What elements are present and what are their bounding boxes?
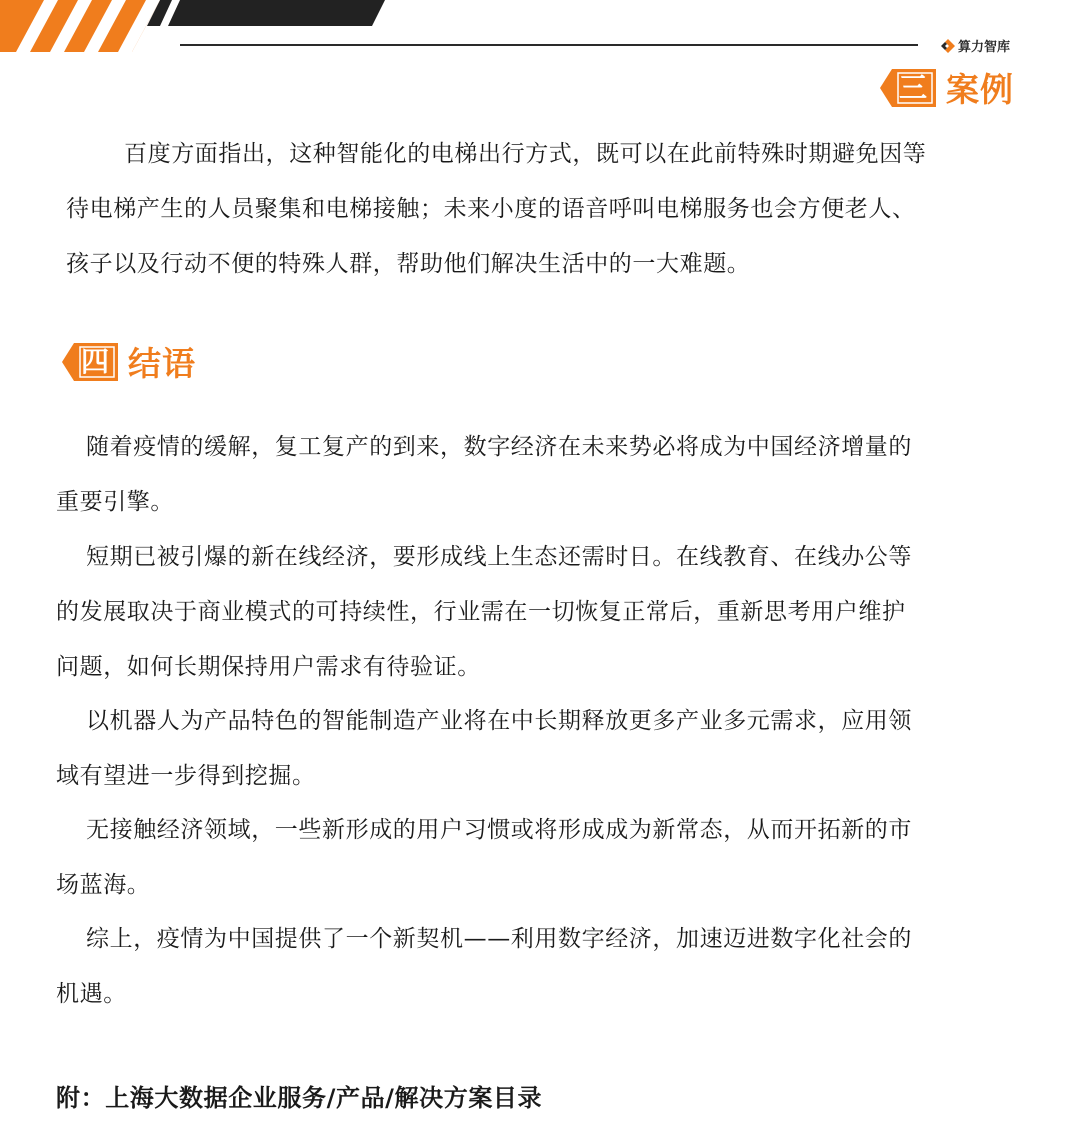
section-3-badge	[880, 69, 940, 107]
paragraph-line: 综上，疫情为中国提供了一个新契机——利用数字经济，加速迈进数字化社会的	[86, 926, 912, 952]
brand-name: 算力智库	[957, 40, 1010, 55]
paragraph-line: 机遇。	[56, 981, 127, 1007]
paragraph-line: 的发展取决于商业模式的可持续性，行业需在一切恢复正常后，重新思考用户维护	[56, 599, 906, 625]
section-3-heading	[880, 64, 1014, 111]
header-rule	[180, 44, 918, 46]
section-4-number: 四	[80, 344, 109, 378]
brand-mark-icon	[941, 39, 955, 53]
conclusion-paragraph-3	[56, 694, 912, 804]
paragraph-line: 随着疫情的缓解，复工复产的到来，数字经济在未来势必将成为中国经济增量的	[86, 434, 912, 460]
section-4-badge	[62, 343, 122, 381]
appendix-note: 附：上海大数据企业服务/产品/解决方案目录	[56, 1084, 543, 1112]
conclusion-paragraph-1	[56, 420, 912, 530]
section-3-title: 案例	[946, 70, 1014, 109]
conclusion-paragraph-5	[56, 912, 912, 1022]
paragraph-line: 域有望进一步得到挖掘。	[56, 763, 316, 789]
paragraph-line: 以机器人为产品特色的智能制造产业将在中长期释放更多产业多元需求，应用领	[86, 708, 912, 734]
paragraph-line: 待电梯产生的人员聚集和电梯接触；未来小度的语音呼叫电梯服务也会方便老人、	[66, 196, 916, 222]
brand-logo	[941, 36, 1010, 55]
paragraph-line: 重要引擎。	[56, 489, 174, 515]
section-3-number: 三	[898, 70, 927, 104]
paragraph-line: 问题，如何长期保持用户需求有待验证。	[56, 654, 481, 680]
section-3-paragraph	[66, 127, 926, 292]
conclusion-paragraph-4	[56, 803, 912, 913]
paragraph-line: 孩子以及行动不便的特殊人群，帮助他们解决生活中的一大难题。	[66, 251, 751, 277]
conclusion-paragraph-2	[56, 530, 912, 695]
paragraph-line: 场蓝海。	[56, 872, 151, 898]
paragraph-line: 短期已被引爆的新在线经济，要形成线上生态还需时日。在线教育、在线办公等	[86, 544, 912, 570]
paragraph-line: 百度方面指出，这种智能化的电梯出行方式，既可以在此前特殊时期避免因等	[124, 141, 927, 167]
section-4-heading	[62, 338, 196, 385]
header-stripe-banner	[0, 0, 1080, 60]
section-4-title: 结语	[128, 344, 196, 383]
paragraph-line: 无接触经济领域，一些新形成的用户习惯或将形成成为新常态，从而开拓新的市	[86, 817, 912, 843]
